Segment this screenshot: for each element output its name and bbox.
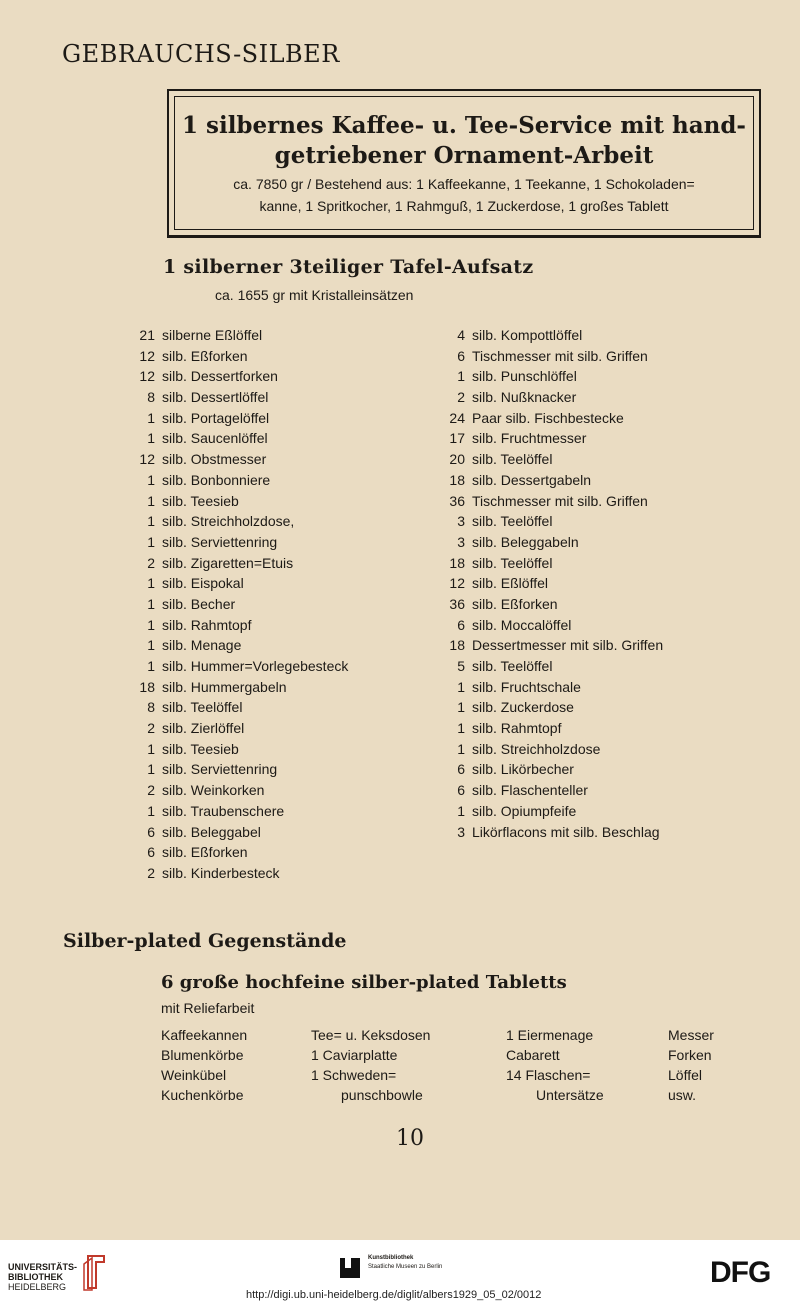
plated-item: Weinkübel [161,1067,227,1083]
item-text: silb. Dessertgabeln [472,471,592,488]
coffee-service-desc-line2: kanne, 1 Spritkocher, 1 Rahmguß, 1 Zuckerdose, 1 großes Tablett [259,198,669,214]
list-item [441,366,663,387]
item-text: silb. Eßlöffel [472,575,548,592]
list-item [131,532,348,553]
item-quantity: 1 [457,802,465,819]
item-quantity: 3 [457,823,465,840]
item-text: Tischmesser mit silb. Griffen [472,492,648,509]
item-text: silb. Eßforken [162,347,248,364]
item-text: silb. Serviettenring [162,533,278,550]
source-url-link[interactable]: http://digi.ub.uni-heidelberg.de/diglit/albers1929_05_02/0012 [246,1289,542,1301]
item-text: silb. Teelöffel [472,554,553,571]
item-quantity: 20 [449,451,465,468]
item-text: silb. Beleggabeln [472,533,579,550]
item-quantity: 1 [147,802,155,819]
list-item [441,573,663,594]
plated-trays-title: 6 große hochfeine silber-plated Tabletts [161,972,567,993]
ub-line-1: UNIVERSITÄTS- [8,1262,78,1272]
item-quantity: 1 [457,699,465,716]
item-text: silb. Teelöffel [472,513,553,530]
item-quantity: 18 [449,637,465,654]
item-text: silb. Bonbonniere [162,471,271,488]
list-item [131,346,348,367]
item-text: silb. Zigaretten=Etuis [162,554,294,571]
item-quantity: 6 [457,782,465,799]
item-quantity: 5 [457,658,465,674]
item-quantity: 1 [457,720,465,737]
item-text: silb. Teelöffel [472,451,553,468]
ub-heidelberg-logo-icon [82,1252,108,1292]
list-item [441,615,663,636]
item-quantity: 18 [139,678,155,695]
item-text: silb. Serviettenring [162,761,278,778]
item-text: silb. Eßforken [472,595,558,612]
item-quantity: 18 [449,554,465,571]
list-item [441,449,663,470]
list-item [441,822,663,843]
item-quantity: 1 [457,740,465,757]
item-quantity: 1 [147,740,155,757]
item-text: silb. Beleggabel [162,823,261,840]
item-quantity: 6 [457,616,465,633]
item-quantity: 12 [139,368,155,385]
page-header: GEBRAUCHS-SILBER [62,40,340,68]
item-text: silb. Fruchtmesser [472,430,587,447]
item-text: silb. Likörbecher [472,761,574,778]
item-quantity: 1 [147,575,155,592]
item-quantity: 1 [457,368,465,385]
item-quantity: 6 [457,347,465,364]
plated-item: Löffel [668,1067,702,1083]
item-text: silb. Teelöffel [472,658,553,674]
item-text: silb. Becher [162,595,236,612]
item-text: silb. Streichholzdose [472,740,601,757]
item-quantity: 1 [457,678,465,695]
list-item [131,759,348,780]
plated-item: 1 Eiermenage [506,1027,594,1043]
list-item [131,428,348,449]
list-item [131,491,348,512]
coffee-service-title [175,111,753,171]
item-text: silb. Weinkorken [162,782,265,799]
list-item [131,594,348,615]
ub-line-2: BIBLIOTHEK [8,1272,63,1282]
item-quantity: 2 [147,554,155,571]
list-item [131,822,348,843]
list-item [131,801,348,822]
left-item-list [131,325,348,884]
list-item [441,677,663,698]
item-text: Likörflacons mit silb. Beschlag [472,823,660,840]
item-quantity: 1 [147,492,155,509]
list-item [441,780,663,801]
plated-column-2 [311,1025,430,1105]
item-text: silb. Saucenlöffel [162,430,268,447]
kb-line-1: Kunstbibliothek [368,1255,414,1261]
list-item [131,511,348,532]
item-quantity: 4 [457,327,465,343]
plated-item: Forken [668,1047,712,1063]
item-quantity: 1 [147,513,155,530]
list-item [441,739,663,760]
item-text: Tischmesser mit silb. Griffen [472,347,648,364]
list-item [131,615,348,636]
item-text: silb. Opiumpfeife [472,802,577,819]
plated-item: Kaffeekannen [161,1027,248,1043]
list-item [131,449,348,470]
item-quantity: 12 [139,451,155,468]
plated-column-4 [668,1025,714,1105]
item-quantity: 3 [457,513,465,530]
list-item [131,697,348,718]
item-quantity: 2 [457,389,465,406]
item-quantity: 21 [139,327,155,343]
list-item [131,366,348,387]
item-text: silb. Traubenschere [162,802,285,819]
page-number: 10 [396,1126,424,1151]
item-quantity: 1 [147,471,155,488]
list-item [441,697,663,718]
item-text: silb. Hummer=Vorlegebesteck [162,658,349,674]
item-text: silb. Moccalöffel [472,616,572,633]
ub-heidelberg-label [8,1262,77,1292]
item-text: silb. Kompottlöffel [472,327,583,343]
list-item [441,408,663,429]
plated-item: 14 Flaschen= [506,1067,591,1083]
item-text: silb. Flaschenteller [472,782,588,799]
plated-trays-subtitle: mit Reliefarbeit [161,1000,255,1016]
plated-item: Blumenkörbe [161,1047,244,1063]
list-item [441,491,663,512]
item-quantity: 8 [147,389,155,406]
plated-item: Cabarett [506,1047,560,1063]
list-item [131,656,348,677]
item-text: silb. Rahmtopf [472,720,562,737]
plated-item: usw. [668,1087,697,1103]
list-item [131,635,348,656]
box-underline [167,236,761,238]
item-text: silb. Streichholzdose, [162,513,295,530]
ub-line-3: HEIDELBERG [8,1282,67,1292]
item-text: silb. Hummergabeln [162,678,287,695]
list-item [441,553,663,574]
plated-item: Untersätze [536,1087,604,1103]
coffee-service-box [167,89,761,237]
list-item [441,532,663,553]
plated-item: Kuchenkörbe [161,1087,244,1103]
list-item [131,863,348,884]
item-quantity: 2 [147,864,155,881]
list-item [131,387,348,408]
item-quantity: 36 [449,492,465,509]
list-item [131,842,348,863]
item-quantity: 1 [147,658,155,674]
plated-section-title: Silber-plated Gegenstände [63,930,347,952]
kunstbibliothek-text [368,1254,442,1272]
item-quantity: 12 [139,347,155,364]
item-text: silb. Eßforken [162,844,248,861]
item-text: silb. Kinderbesteck [162,864,280,881]
coffee-service-title-line1: 1 silbernes Kaffee- u. Tee-Service mit hand- [182,112,746,139]
list-item [441,387,663,408]
item-text: silb. Teesieb [162,740,239,757]
kb-line-2: Staatliche Museen zu Berlin [368,1264,443,1270]
item-text: silb. Fruchtschale [472,678,581,695]
item-quantity: 1 [147,595,155,612]
item-quantity: 6 [457,761,465,778]
plated-column-3 [506,1025,604,1105]
list-item [441,511,663,532]
item-text: silb. Zuckerdose [472,699,574,716]
list-item [441,346,663,367]
list-item [131,470,348,491]
list-item [131,739,348,760]
list-item [441,656,663,677]
coffee-service-desc-line1: ca. 7850 gr / Bestehend aus: 1 Kaffeekanne, 1 Teekanne, 1 Schokoladen= [233,176,695,192]
aufsatz-description: ca. 1655 gr mit Kristalleinsätzen [215,287,414,303]
plated-item: Tee= u. Keksdosen [311,1027,431,1043]
plated-item: punschbowle [341,1087,423,1103]
item-quantity: 2 [147,782,155,799]
right-item-list [441,325,663,842]
item-text: silberne Eßlöffel [162,327,263,343]
list-item [131,573,348,594]
item-quantity: 6 [147,823,155,840]
kunstbibliothek-logo-icon [340,1258,360,1278]
item-text: silb. Dessertforken [162,368,278,385]
item-quantity: 18 [449,471,465,488]
list-item [441,428,663,449]
list-item [131,718,348,739]
item-quantity: 3 [457,533,465,550]
item-text: silb. Dessertlöffel [162,389,269,406]
item-quantity: 1 [147,409,155,426]
coffee-service-title-line2: getriebener Ornament-Arbeit [274,142,654,169]
list-item [441,718,663,739]
list-item [131,325,348,346]
list-item [131,553,348,574]
list-item [441,470,663,491]
item-text: silb. Teelöffel [162,699,243,716]
item-quantity: 8 [147,699,155,716]
list-item [131,677,348,698]
item-text: silb. Obstmesser [162,451,267,468]
item-quantity: 1 [147,761,155,778]
aufsatz-title: 1 silberner 3teiliger Tafel-Aufsatz [163,256,534,278]
item-text: silb. Teesieb [162,492,239,509]
item-quantity: 1 [147,616,155,633]
item-text: silb. Eispokal [162,575,244,592]
item-quantity: 17 [449,430,465,447]
list-item [441,325,663,346]
coffee-service-description [175,173,753,217]
item-quantity: 1 [147,533,155,550]
list-item [441,801,663,822]
list-item [131,780,348,801]
item-text: silb. Zierlöffel [162,720,245,737]
list-item [441,759,663,780]
plated-column-1 [161,1025,247,1105]
item-text: silb. Portagelöffel [162,409,270,426]
item-quantity: 6 [147,844,155,861]
plated-item: Messer [668,1027,714,1043]
item-text: Paar silb. Fischbestecke [472,409,624,426]
item-text: Dessertmesser mit silb. Griffen [472,637,664,654]
item-quantity: 36 [449,595,465,612]
item-quantity: 12 [449,575,465,592]
list-item [441,635,663,656]
item-text: silb. Punschlöffel [472,368,577,385]
coffee-service-box-inner [174,96,754,230]
item-quantity: 24 [449,409,465,426]
item-text: silb. Nußknacker [472,389,577,406]
plated-item: 1 Caviarplatte [311,1047,398,1063]
item-quantity: 2 [147,720,155,737]
list-item [131,408,348,429]
dfg-logo: DFG [710,1256,771,1289]
item-text: silb. Menage [162,637,242,654]
item-quantity: 1 [147,637,155,654]
item-text: silb. Rahmtopf [162,616,252,633]
plated-item: 1 Schweden= [311,1067,397,1083]
item-quantity: 1 [147,430,155,447]
digitization-footer [0,1240,800,1305]
list-item [441,594,663,615]
